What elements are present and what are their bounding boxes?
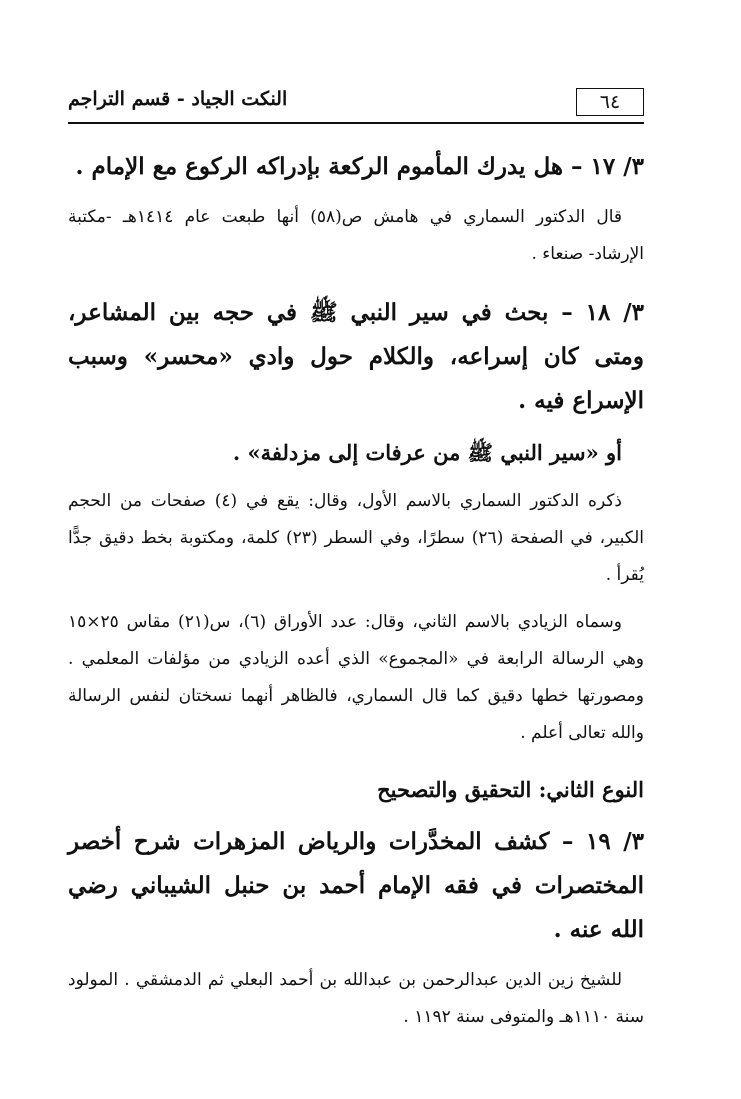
section-2-title: النوع الثاني: التحقيق والتصحيح (377, 777, 644, 802)
entry-19-note: للشيخ زين الدين عبدالرحمن بن عبدالله بن أحمد البعلي ثم الدمشقي . المولود سنة ١١١٠هـ والمتوفى سنة ١١٩٢ . (68, 970, 644, 1027)
entry-18-alt-title: أو «سير النبي ﷺ من عرفات إلى مزدلفة» . (232, 440, 622, 465)
page-number-box (576, 88, 644, 116)
entry-18-heading: ٣/ ١٨ – بحث في سير النبي ﷺ في حجه بين المشاعر، ومتى كان إسراعه، والكلام حول وادي «محسر» وسبب الإسراع فيه . (68, 299, 644, 414)
page-header (68, 82, 644, 122)
entry-18-paragraph-1: ذكره الدكتور السماري بالاسم الأول، وقال: يقع في (٤) صفحات من الحجم الكبير، في الصفحة (٢٦) سطرًا، وفي السطر (٢٣) كلمة، ومكتوبة بخط دقيق جدًّا يُقرأ . (68, 491, 645, 585)
page-content (68, 145, 644, 1036)
running-title: النكت الجياد - قسم التراجم (68, 88, 288, 110)
entry-17-heading: ٣/ ١٧ – هل يدرك المأموم الركعة بإدراكه الركوع مع الإمام . (75, 153, 644, 180)
header-rule (68, 122, 644, 124)
page-number: ٦٤ (599, 91, 621, 113)
entry-18-paragraph-2: وسماه الزيادي بالاسم الثاني، وقال: عدد الأوراق (٦)، س(٢١) مقاس ٢٥×١٥ وهي الرسالة الرابعة في «المجموع» الذي أعده الزيادي من مؤلفات المعلمي . ومصورتها خطها دقيق كما قال السماري، فالظاهر أنهما نسختان لنفس الرسالة والله تعالى أعلم . (68, 612, 644, 743)
entry-19-heading: ٣/ ١٩ – كشف المخدَّرات والرياض المزهرات شرح أخصر المختصرات في فقه الإمام أحمد بن حنبل الشيباني رضي الله عنه . (68, 828, 644, 943)
entry-17-note: قال الدكتور السماري في هامش ص(٥٨) أنها طبعت عام ١٤١٤هـ -مكتبة الإرشاد- صنعاء . (68, 207, 644, 264)
